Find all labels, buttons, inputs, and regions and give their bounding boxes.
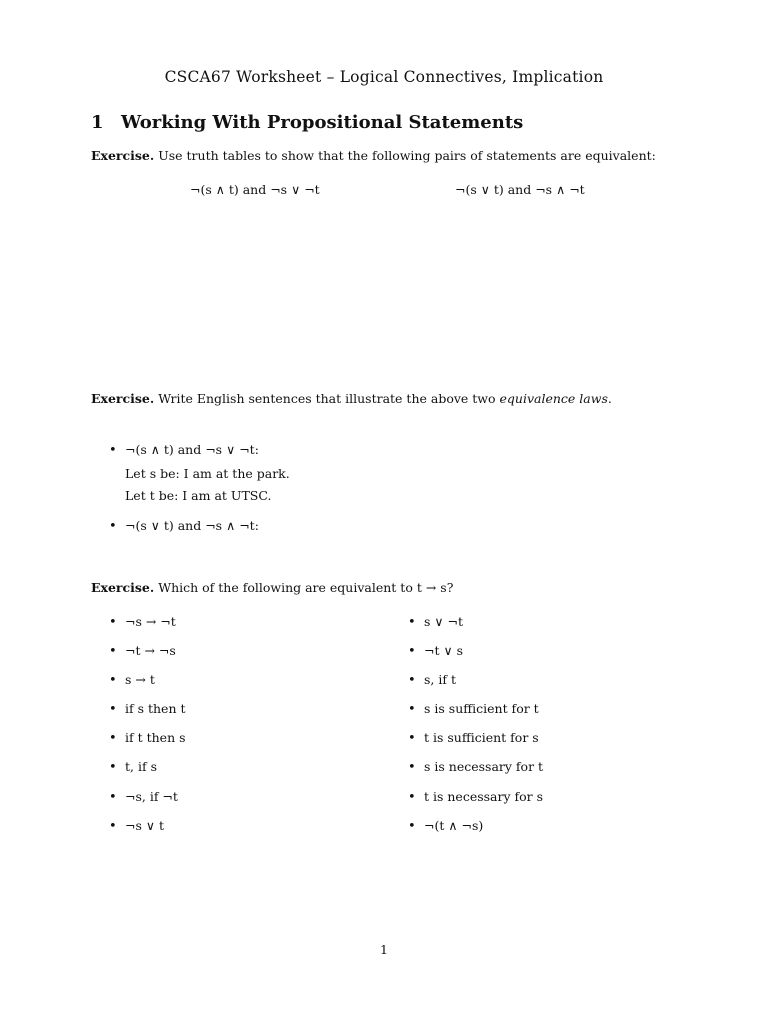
- equivalence-pair-2: ¬(s ∨ t) and ¬s ∧ ¬t: [455, 182, 585, 197]
- bullet-icon: •: [408, 615, 416, 630]
- bullet-icon: •: [109, 519, 117, 534]
- list-item: • s is necessary for t: [408, 759, 544, 775]
- exercise-3-prompt: [91, 580, 453, 595]
- list-item: • s is sufficient for t: [408, 701, 539, 717]
- list-item: • ¬t → ¬s: [109, 643, 176, 659]
- exercise-label: Exercise.: [91, 148, 155, 163]
- section-heading: [91, 112, 523, 133]
- answer-line: Let s be: I am at the park.: [125, 466, 290, 481]
- section-number: 1: [91, 112, 104, 133]
- exercise-1-prompt: [91, 148, 656, 163]
- section-title: Working With Propositional Statements: [121, 112, 524, 133]
- list-item: • t is necessary for s: [408, 789, 544, 805]
- bullet-icon: •: [408, 731, 416, 746]
- exercise-emphasis: equivalence laws: [499, 391, 608, 406]
- list-item: • ¬s ∨ t: [109, 818, 165, 834]
- list-item: • ¬(s ∨ t) and ¬s ∧ ¬t:: [109, 518, 259, 534]
- bullet-icon: •: [109, 644, 117, 659]
- list-item: • ¬s, if ¬t: [109, 789, 178, 805]
- bullet-icon: •: [109, 760, 117, 775]
- bullet-icon: •: [408, 702, 416, 717]
- equivalence-pair-1: ¬(s ∧ t) and ¬s ∨ ¬t: [190, 182, 320, 197]
- document-title: CSCA67 Worksheet – Logical Connectives, Implication: [164, 68, 604, 86]
- list-item: • s, if t: [408, 672, 456, 688]
- answer-line: Let t be: I am at UTSC.: [125, 488, 272, 503]
- page-number: 1: [380, 942, 388, 957]
- exercise-2-prompt: Exercise. Write English sentences that illustrate the above two equivalence laws.: [91, 391, 612, 406]
- bullet-icon: •: [109, 731, 117, 746]
- exercise-text: Which of the following are equivalent to t → s?: [158, 580, 454, 595]
- list-item: • s → t: [109, 672, 155, 688]
- bullet-icon: •: [408, 644, 416, 659]
- bullet-icon: •: [109, 790, 117, 805]
- bullet-icon: •: [109, 443, 117, 458]
- exercise-text: Write English sentences that illustrate the above two: [158, 391, 500, 406]
- bullet-icon: •: [109, 702, 117, 717]
- list-item: • s ∨ ¬t: [408, 614, 464, 630]
- bullet-icon: •: [408, 760, 416, 775]
- bullet-icon: •: [408, 790, 416, 805]
- bullet-icon: •: [408, 819, 416, 834]
- list-item: • t is sufficient for s: [408, 730, 539, 746]
- bullet-icon: •: [109, 819, 117, 834]
- list-item: • ¬s → ¬t: [109, 614, 176, 630]
- list-item: • ¬(s ∧ t) and ¬s ∨ ¬t:: [109, 442, 259, 458]
- list-item: • if s then t: [109, 701, 186, 717]
- exercise-text: Use truth tables to show that the following pairs of statements are equivalent:: [158, 148, 656, 163]
- list-item: • if t then s: [109, 730, 186, 746]
- bullet-icon: •: [109, 673, 117, 688]
- list-item: • ¬t ∨ s: [408, 643, 464, 659]
- bullet-icon: •: [109, 615, 117, 630]
- bullet-icon: •: [408, 673, 416, 688]
- list-item: • t, if s: [109, 759, 157, 775]
- exercise-label: Exercise.: [91, 391, 155, 406]
- exercise-label: Exercise.: [91, 580, 155, 595]
- list-item: • ¬(t ∧ ¬s): [408, 818, 484, 834]
